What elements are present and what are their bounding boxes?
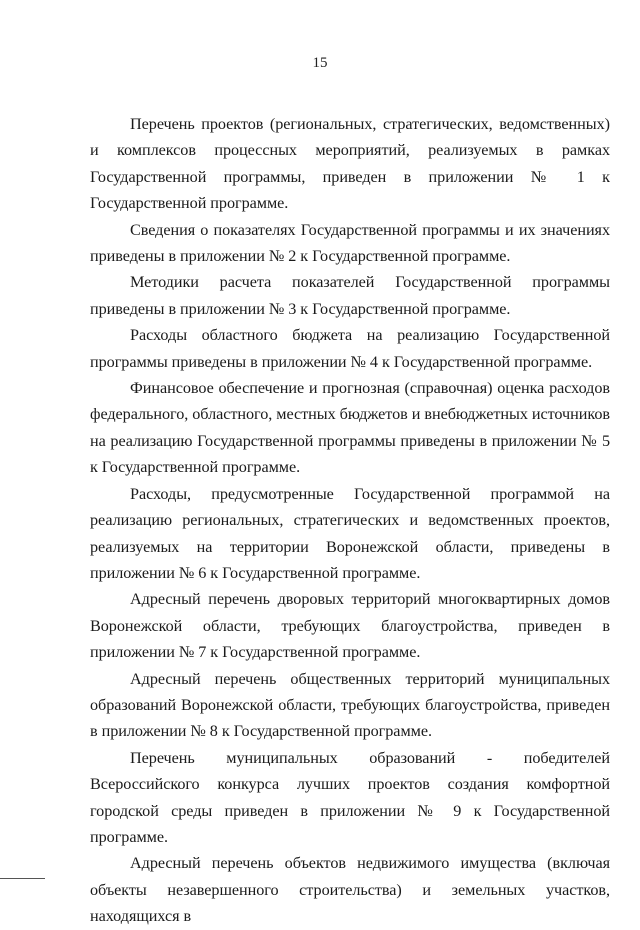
document-body	[90, 111, 610, 930]
paragraph-indicators: Сведения о показателях Государственной программы и их значениях приведены в приложении № 2 к Государственной программе.	[90, 220, 610, 266]
paragraph-methods: Методики расчета показателей Государственной программы приведены в приложении № 3 к Государственной программе.	[90, 273, 610, 318]
paragraph-contest-winners: Перечень муниципальных образований - победителей Всероссийского конкурса лучших проектов создания комфортной городской среды приведен в приложении № 9 к Государственной программе.	[90, 748, 610, 846]
page-number: 15	[312, 55, 328, 71]
paragraph-real-estate: Адресный перечень объектов недвижимого имущества (включая объекты незавершенного строительства) и земельных участков, находящихся в	[90, 854, 610, 926]
paragraph-yard-territories: Адресный перечень дворовых территорий многоквартирных домов Воронежской области, требующих благоустройства, приведен в приложении № 7 к Государственной программе.	[90, 590, 610, 662]
paragraph-public-territories: Адресный перечень общественных территорий муниципальных образований Воронежской области, требующих благоустройства, приведен в приложении № 8 к Государственной программе.	[90, 669, 610, 741]
footer-divider	[0, 878, 45, 879]
paragraph-financial-support: Финансовое обеспечение и прогнозная (справочная) оценка расходов федерального, областного, местных бюджетов и внебюджетных источников на реализацию Государственной программы приведены в приложении № 5 к Государственной программе.	[90, 379, 610, 477]
paragraph-project-expenses: Расходы, предусмотренные Государственной программой на реализацию региональных, стратегических и ведомственных проектов, реализуемых на территории Воронежской области, приведены в приложении № 6 к Государственной программе.	[90, 484, 610, 582]
paragraph-regional-budget: Расходы областного бюджета на реализацию Государственной программы приведены в приложении № 4 к Государственной программе.	[90, 326, 610, 371]
paragraph-projects-list: Перечень проектов (региональных, стратегических, ведомственных) и комплексов процессных мероприятий, реализуемых в рамках Государственной программы, приведен в приложении № 1 к Государственной программе.	[90, 115, 610, 213]
